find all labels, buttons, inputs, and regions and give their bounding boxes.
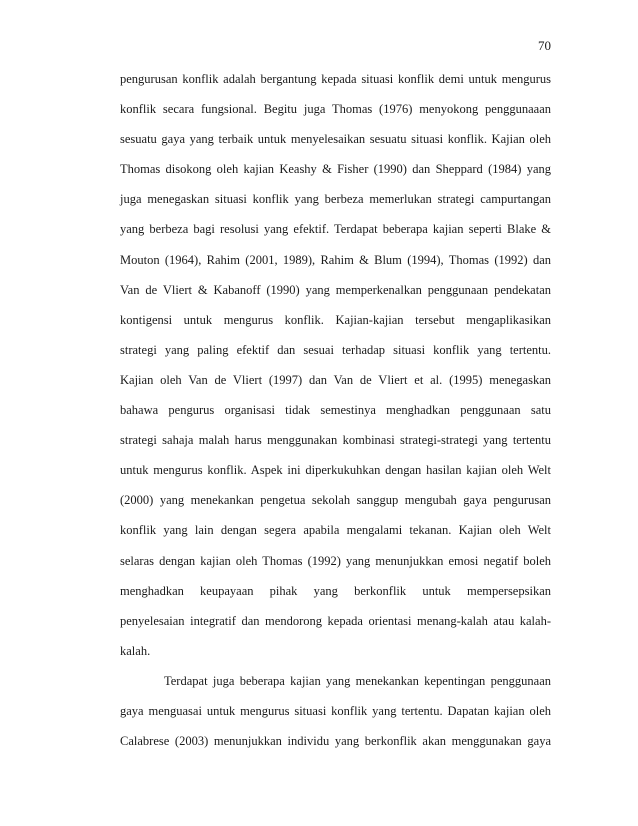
text-line: untuk mengurus konflik. Aspek ini diperkukuhkan dengan hasilan kajian oleh Welt [120, 463, 551, 478]
text-line: menghadkan keupayaan pihak yang berkonflik untuk mempersepsikan [120, 583, 551, 598]
text-line: penyelesaian integratif dan mendorong kepada orientasi menang-kalah atau kalah- [120, 613, 551, 628]
text-line: sesuatu gaya yang terbaik untuk menyelesaikan sesuatu situasi konflik. Kajian oleh [120, 132, 551, 147]
text-line: juga menegaskan situasi konflik yang berbeza memerlukan strategi campurtangan [120, 192, 551, 207]
text-line: konflik yang lain dengan segera apabila mengalami tekanan. Kajian oleh Welt [120, 523, 551, 538]
text-line: gaya menguasai untuk mengurus situasi konflik yang tertentu. Dapatan kajian oleh [120, 703, 551, 718]
text-line: pengurusan konflik adalah bergantung kepada situasi konflik demi untuk mengurus [120, 72, 551, 86]
text-line: Mouton (1964), Rahim (2001, 1989), Rahim & Blum (1994), Thomas (1992) dan [120, 252, 551, 267]
text-line: yang berbeza bagi resolusi yang efektif. Terdapat beberapa kajian seperti Blake & [120, 222, 551, 237]
text-line: strategi sahaja malah harus menggunakan kombinasi strategi-strategi yang tertentu [120, 433, 551, 448]
text-line: kalah. [120, 643, 151, 658]
text-line: Terdapat juga beberapa kajian yang menekankan kepentingan penggunaan [164, 673, 551, 688]
body-text [120, 64, 551, 756]
page-number: 70 [538, 38, 551, 53]
text-line: Calabrese (2003) menunjukkan individu yang berkonflik akan menggunakan gaya [120, 734, 551, 749]
text-line: Kajian oleh Van de Vliert (1997) dan Van de Vliert et al. (1995) menegaskan [120, 372, 551, 387]
text-line: Thomas disokong oleh kajian Keashy & Fisher (1990) dan Sheppard (1984) yang [120, 162, 551, 177]
text-line: bahawa pengurus organisasi tidak semestinya menghadkan penggunaan satu [120, 403, 551, 418]
text-line: selaras dengan kajian oleh Thomas (1992) yang menunjukkan emosi negatif boleh [120, 553, 551, 568]
text-line: kontigensi untuk mengurus konflik. Kajian-kajian tersebut mengaplikasikan [120, 312, 551, 327]
text-line: strategi yang paling efektif dan sesuai terhadap situasi konflik yang tertentu. [120, 342, 551, 357]
text-line: konflik secara fungsional. Begitu juga Thomas (1976) menyokong penggunaaan [120, 102, 551, 117]
text-line: Van de Vliert & Kabanoff (1990) yang memperkenalkan penggunaan pendekatan [120, 282, 551, 297]
text-line: (2000) yang menekankan pengetua sekolah sanggup mengubah gaya pengurusan [120, 493, 551, 508]
